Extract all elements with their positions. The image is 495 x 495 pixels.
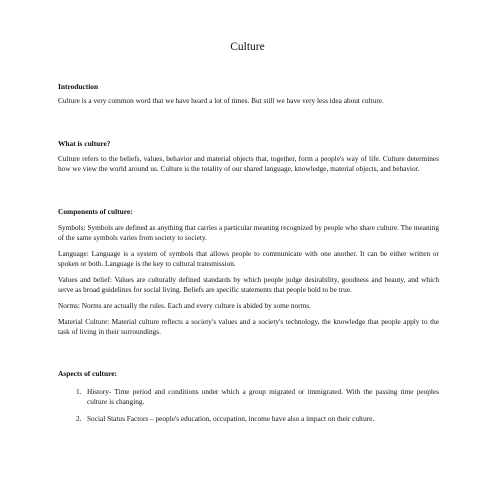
list-item-text: Social Status Factors – people's education, occupation, income have also a impact on their culture. [87,414,375,423]
list-item [58,387,439,407]
component-label: Values and belief: [58,275,112,284]
list-item [58,414,439,424]
component-text: Material culture reflects a society's values and a society's technology, the knowledge that people apply to the task of living in their surroundings. [58,317,439,336]
components-section [58,207,439,337]
introduction-text: Culture is a very common word that we have heard a lot of times. But still we have very less idea about culture. [58,96,384,105]
aspects-section [58,369,439,424]
what-is-culture-section [58,139,439,174]
list-item-number: 2. [76,414,82,423]
component-label: Symbols: [58,223,86,232]
what-is-culture-text: Culture refers to the beliefs, values, behavior and material objects that, together, form a people's way of life. Culture determines how we view the world around us. Culture is the totality of our shared language, knowledge, material objects, and behavior. [58,154,439,173]
component-item [58,249,439,269]
component-label: Norms: [58,301,80,310]
components-heading: Components of culture: [58,207,133,216]
component-text: Norms are actually the rules. Each and every culture is abided by some norms. [81,301,311,310]
introduction-section [58,82,439,106]
aspects-list [58,387,439,424]
list-item-number: 1. [76,387,82,396]
component-item [58,223,439,243]
list-item-text: History- Time period and conditions under which a group migrated or immigrated. With the passing time peoples culture is changing. [87,387,439,406]
aspects-heading: Aspects of culture: [58,369,117,378]
component-label: Language: [58,249,89,258]
component-text: Language is a system of symbols that allows people to communicate with one another. It can be either written or spoken or both. Language is the key to cultural transmission. [58,249,440,268]
component-label: Material Culture: [58,317,110,326]
component-item [58,317,439,337]
what-is-culture-heading: What is culture? [58,139,111,148]
introduction-heading: Introduction [58,82,99,91]
component-item [58,301,439,311]
component-text: Symbols are defined as anything that carries a particular meaning recognized by people who share culture. The meaning of the same symbols varies from society to society. [58,223,439,242]
component-text: Values are culturally defined standards by which people judge desirability, goodness and beauty, and which serve as broad guidelines for social living. Beliefs are specific statements that people hold to be true. [58,275,439,294]
component-item [58,275,439,295]
document-title: Culture [230,41,265,53]
